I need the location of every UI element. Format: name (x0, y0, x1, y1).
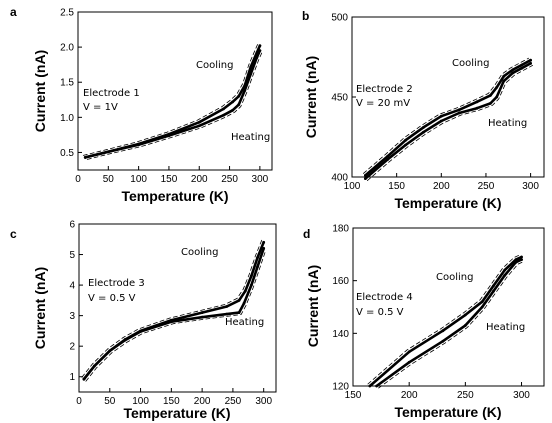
data-point (422, 131, 425, 134)
x-tick-label: 300 (255, 396, 273, 407)
data-point (511, 72, 514, 75)
data-point (476, 107, 479, 110)
x-axis-label: Temperature (K) (123, 405, 231, 421)
data-point (440, 120, 443, 123)
x-tick-label: 250 (457, 390, 474, 401)
data-point (244, 290, 247, 293)
data-point (489, 94, 492, 97)
data-point (368, 385, 371, 388)
data-point (249, 72, 252, 75)
x-tick-label: 150 (160, 174, 178, 185)
x-tick-label: 150 (344, 390, 362, 401)
data-point (408, 350, 411, 353)
data-point (258, 49, 261, 52)
data-point (520, 258, 523, 261)
series-line (84, 242, 264, 379)
voltage-label: V = 0.5 V (88, 293, 136, 304)
y-tick-label: 4 (69, 280, 75, 292)
x-tick-label: 100 (132, 396, 149, 407)
y-axis-label: Current (nA) (32, 49, 48, 133)
voltage-label: V = 1V (83, 102, 118, 113)
data-point (201, 311, 204, 314)
data-point (238, 311, 241, 314)
data-point (441, 340, 444, 343)
series-envelope (82, 240, 265, 377)
data-point (503, 269, 506, 272)
x-tick-label: 0 (75, 174, 81, 185)
data-point (237, 103, 240, 106)
data-point (502, 75, 505, 78)
x-axis-label: Temperature (K) (121, 188, 229, 204)
heating-label: Heating (486, 322, 526, 333)
data-point (231, 109, 234, 112)
electrode-label: Electrode 3 (88, 278, 145, 289)
data-point (258, 44, 261, 47)
electrode-label: Electrode 2 (356, 84, 413, 95)
x-tick-label: 150 (388, 181, 405, 192)
data-point (107, 150, 110, 153)
x-tick-label: 0 (76, 396, 82, 407)
voltage-label: V = 0.5 V (356, 307, 404, 318)
x-tick-label: 200 (190, 174, 208, 185)
y-tick-label: 500 (331, 12, 348, 24)
data-point (124, 339, 127, 342)
y-tick-label: 160 (332, 276, 349, 288)
data-point (440, 115, 443, 118)
data-point (256, 265, 259, 268)
data-point (168, 134, 171, 137)
data-point (511, 68, 514, 71)
data-point (231, 100, 234, 103)
x-tick-label: 250 (477, 181, 495, 192)
y-axis-label: Current (nA) (303, 55, 319, 139)
panel-a (10, 5, 272, 204)
panel-letter-a: a (10, 5, 17, 19)
data-point (489, 102, 492, 105)
x-tick-label: 200 (432, 181, 450, 192)
data-point (243, 302, 246, 305)
data-point (502, 80, 505, 83)
data-point (386, 158, 389, 161)
y-tick-label: 2 (69, 341, 75, 353)
data-point (93, 365, 96, 368)
y-axis-label: Current (nA) (305, 264, 321, 348)
data-point (238, 299, 241, 302)
x-axis-label: Temperature (K) (394, 195, 502, 211)
data-point (492, 290, 495, 293)
cooling-label: Cooling (436, 272, 474, 283)
data-point (458, 108, 461, 111)
heating-label: Heating (488, 118, 528, 129)
data-point (250, 275, 253, 278)
data-point (503, 274, 506, 277)
data-point (198, 124, 201, 127)
data-point (422, 126, 425, 129)
x-tick-label: 300 (251, 174, 269, 185)
data-point (481, 306, 484, 309)
data-point (375, 385, 378, 388)
data-point (464, 314, 467, 317)
panel-letter-b: b (302, 9, 310, 23)
x-tick-label: 200 (400, 390, 418, 401)
data-point (137, 143, 140, 146)
heating-label: Heating (231, 132, 271, 143)
x-tick-label: 150 (163, 396, 180, 407)
data-point (364, 177, 367, 180)
y-tick-label: 6 (69, 219, 75, 231)
panel-b (302, 9, 544, 211)
y-tick-label: 2.0 (60, 42, 74, 54)
data-point (198, 121, 201, 124)
curves (82, 240, 266, 381)
y-tick-label: 5 (69, 250, 75, 262)
data-point (262, 241, 265, 244)
y-axis-label: Current (nA) (32, 266, 48, 350)
plot-frame (352, 17, 544, 177)
cooling-label: Cooling (181, 247, 219, 258)
x-tick-label: 200 (193, 396, 211, 407)
data-point (520, 67, 523, 70)
y-tick-label: 1.5 (60, 77, 74, 89)
series-envelope (86, 250, 266, 381)
data-point (495, 86, 498, 89)
data-point (243, 89, 246, 92)
data-point (515, 261, 518, 264)
data-point (262, 247, 265, 250)
data-point (222, 108, 225, 111)
data-point (139, 330, 142, 333)
data-point (529, 62, 532, 65)
x-tick-label: 300 (513, 390, 530, 401)
y-tick-label: 3 (69, 311, 75, 323)
y-tick-label: 120 (332, 381, 349, 393)
data-point (108, 349, 111, 352)
data-point (201, 316, 204, 319)
panel-letter-c: c (10, 227, 17, 241)
data-point (225, 305, 228, 308)
y-tick-label: 0.5 (60, 147, 74, 159)
data-point (529, 59, 532, 62)
cooling-label: Cooling (196, 60, 234, 71)
data-point (520, 64, 523, 67)
data-point (476, 100, 479, 103)
x-tick-label: 100 (130, 174, 147, 185)
electrode-label: Electrode 1 (83, 88, 140, 99)
heating-label: Heating (225, 317, 265, 328)
x-tick-label: 50 (104, 396, 116, 407)
data-point (441, 329, 444, 332)
x-tick-label: 100 (343, 181, 361, 192)
data-point (408, 361, 411, 364)
electrode-label: Electrode 4 (356, 292, 413, 303)
data-point (492, 285, 495, 288)
data-point (520, 256, 523, 259)
data-point (83, 378, 86, 381)
panel-letter-d: d (303, 227, 311, 241)
x-axis-label: Temperature (K) (394, 404, 502, 420)
cooling-label: Cooling (452, 58, 490, 69)
data-point (250, 284, 253, 287)
voltage-label: V = 20 mV (356, 98, 411, 109)
y-tick-label: 1 (69, 372, 75, 384)
data-point (495, 96, 498, 99)
y-tick-label: 450 (331, 92, 348, 104)
x-tick-label: 50 (102, 174, 114, 185)
data-point (458, 112, 461, 115)
data-point (225, 313, 228, 316)
x-tick-label: 250 (221, 174, 238, 185)
data-point (237, 95, 240, 98)
y-tick-label: 180 (332, 223, 349, 235)
series-line (84, 248, 264, 379)
data-point (222, 114, 225, 117)
panel-d (303, 224, 544, 421)
x-tick-label: 250 (224, 396, 242, 407)
data-point (170, 320, 173, 323)
y-tick-label: 1.0 (60, 112, 74, 124)
data-point (84, 156, 87, 159)
data-point (464, 324, 467, 327)
y-tick-label: 400 (331, 172, 348, 184)
data-point (404, 144, 407, 147)
y-tick-label: 2.5 (60, 7, 74, 19)
plot-frame (79, 224, 276, 392)
y-tick-label: 140 (332, 328, 349, 340)
data-point (255, 56, 258, 59)
panel-c (10, 220, 276, 422)
data-point (256, 256, 259, 259)
data-point (481, 300, 484, 303)
data-point (404, 139, 407, 142)
x-tick-label: 300 (522, 181, 539, 192)
